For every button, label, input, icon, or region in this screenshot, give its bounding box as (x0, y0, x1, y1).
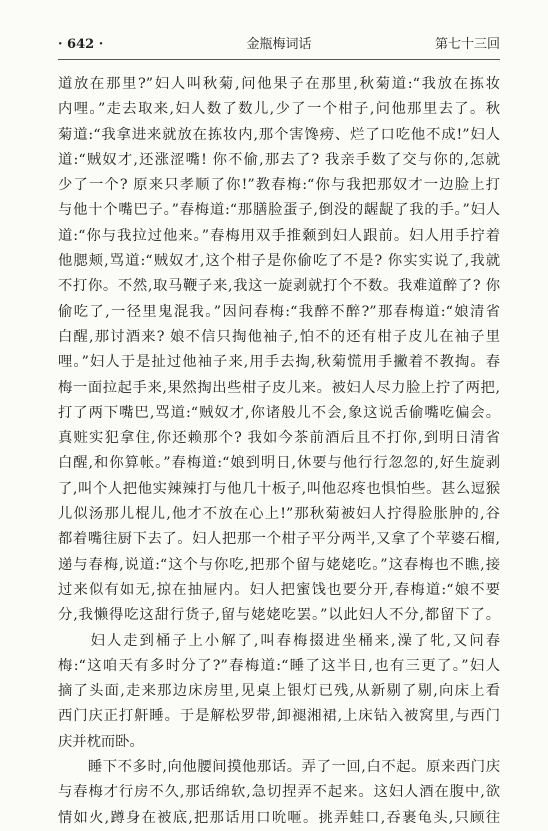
text-line: 睡下不多时,向他腰间摸他那话。弄了一回,白不起。原来西门庆 (58, 759, 500, 776)
text-line: 他腮颊,骂道:“贼奴才,这个柑子是你偷吃了不是? 你实实说了,我就 (58, 253, 500, 270)
text-line: 梅一面拉起手来,果然掏出些柑子皮儿来。被妇人尽力脸上拧了两把, (58, 379, 500, 396)
text-line: 分,我懒得吃这甜行货子,留与姥姥吃罢。”以此妇人不分,都留下了。 (58, 607, 500, 624)
text-line: 摘了头面,走来那边床房里,见桌上银灯已残,从新剔了剔,向床上看 (58, 683, 500, 700)
text-line: 西门庆正打鼾睡。于是解松罗带,卸褪湘裙,上床钻入被窝里,与西门 (58, 708, 500, 725)
chapter-label: 第七十三回 (434, 37, 500, 52)
text-line: 了,叫个人把他实辣辣打与他几十板子,叫他忍疼也惧怕些。甚么逗猴 (58, 480, 500, 497)
text-line: 少了一个? 原来只孝顺了你!”教春梅:“你与我把那奴才一边脸上打 (58, 177, 500, 194)
text-line: 递与春梅,说道:“这个与你吃,把那个留与姥姥吃。”这春梅也不瞧,接 (58, 556, 500, 573)
body-text (58, 72, 500, 831)
text-line: 菊道:“我拿进来就放在拣妆内,那个害馋痨、烂了口吃他不成!”妇人 (58, 126, 500, 143)
text-line: 都着嘴往厨下去了。妇人把那一个柑子平分两半,又拿了个苹婆石榴, (58, 531, 500, 548)
text-line: 道:“贼奴才,还涨涩嘴! 你不偷,那去了? 我亲手数了交与你的,怎就 (58, 151, 500, 168)
text-line: 梅:“这咱天有多时分了?”春梅道:“睡了这半日,也有三更了。”妇人 (58, 657, 500, 674)
running-header (58, 34, 500, 56)
header-rule (58, 59, 500, 60)
text-line: 儿似汤那儿棍儿,他才不放在心上!”那秋菊被妇人拧得脸胀肿的,谷 (58, 506, 500, 523)
text-line: 哩。”妇人于是扯过他袖子来,用手去掏,秋菊慌用手撇着不教掏。春 (58, 354, 500, 371)
text-line: 道:“你与我拉过他来。”春梅用双手推颡到妇人跟前。妇人用手拧着 (58, 227, 500, 244)
text-line: 白醒,那讨酒来? 娘不信只掏他袖子,怕不的还有柑子皮儿在袖子里 (58, 328, 500, 345)
text-line: 情如火,蹲身在被底,把那话用口吮咂。挑弄蛙口,吞裹龟头,只顾往 (58, 809, 500, 826)
text-line: 不打你。不然,取马鞭子来,我这一旋剥就打个不数。我难道醉了? 你 (58, 278, 500, 295)
text-line: 内哩。”走去取来,妇人数了数儿,少了一个柑子,问他那里去了。秋 (58, 101, 500, 118)
text-line: 打了两下嘴巴,骂道:“贼奴才,你诸般儿不会,象这说舌偷嘴吃偏会。 (58, 404, 500, 421)
text-line: 与春梅才行房不久,那话绵软,急切捏弄不起来。这妇人酒在腹中,欲 (58, 784, 500, 801)
text-line: 道放在那里?”妇人叫秋菊,问他果子在那里,秋菊道:“我放在拣妆 (58, 76, 500, 92)
text-line: 白醒,和你算帐。”春梅道:“娘到明日,休要与他行行忽忽的,好生旋剥 (58, 455, 500, 472)
text-line: 与他十个嘴巴子。”春梅道:“那膳脸蛋子,倒没的龌龊了我的手。”妇人 (58, 202, 500, 219)
text-line: 过来似有如无,掠在抽屉内。妇人把蜜饯也要分开,春梅道:“娘不要 (58, 581, 500, 598)
text-line: 真赃实犯拿住,你还赖那个? 我如今茶前酒后且不打你,到明日清省 (58, 430, 500, 447)
book-title: 金瓶梅词话 (246, 37, 312, 52)
page-number: · 642 · (58, 37, 104, 52)
text-line: 庆并枕而卧。 (58, 733, 144, 750)
text-line: 偷吃了,一径里鬼混我。”因问春梅:“我醉不醉?”那春梅道:“娘清省 (58, 303, 500, 320)
text-line: 妇人走到桶子上小解了,叫春梅掇进坐桶来,澡了牝,又问春 (58, 632, 500, 649)
